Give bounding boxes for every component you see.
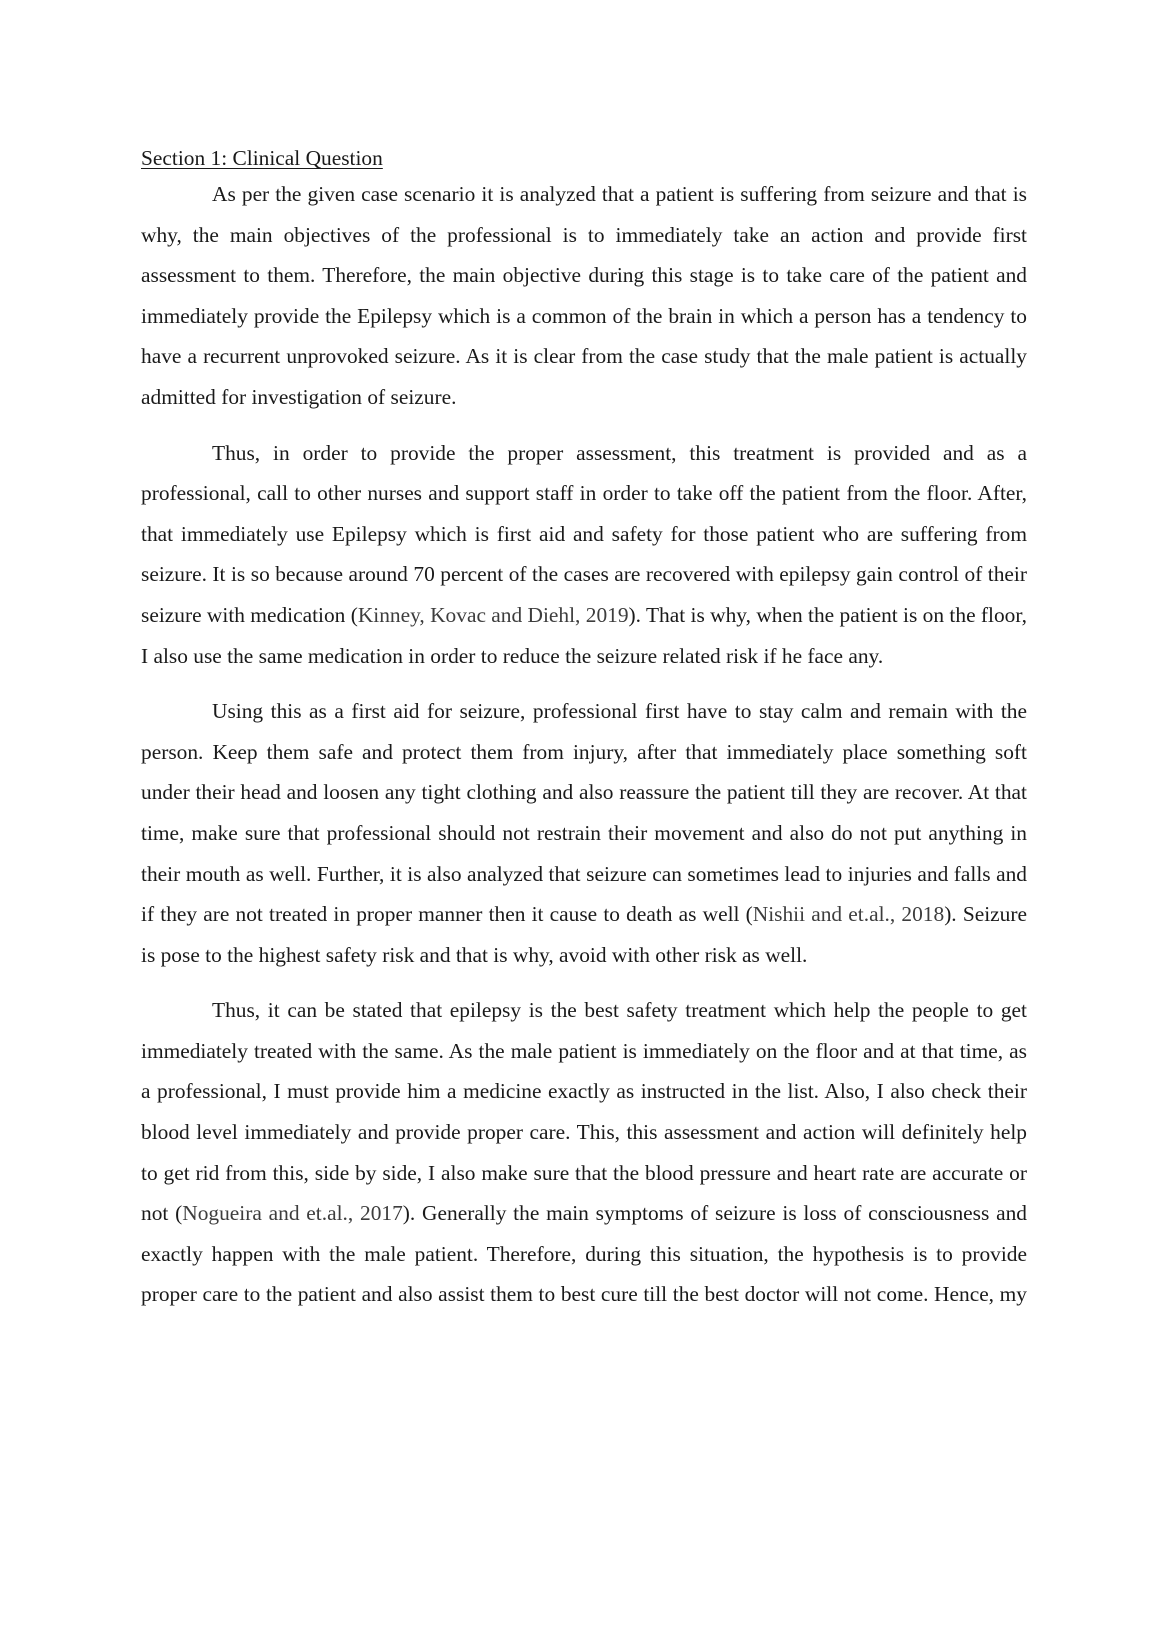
paragraph-4 — [141, 990, 1027, 1315]
paragraph-1-text: As per the given case scenario it is analyzed that a patient is suffering from seizure and that is why, the main objectives of the professional is to immediately take an action and provide first assessment to them. Therefore, the main objective during this stage is to take care of the patient and immediately provide the Epilepsy which is a common of the brain in which a person has a tendency to have a recurrent unprovoked seizure. As it is clear from the case study that the male patient is actually admitted for investigation of seizure. — [141, 182, 1027, 409]
paragraph-2-text-after: ). That is why, when the patient is on the floor, I also use the same medication in order to reduce the seizure related risk if he face any. — [141, 602, 1027, 668]
paragraph-4-text-after: ). Generally the main symptoms of seizure is loss of consciousness and exactly happen with the male patient. Therefore, during this situation, the hypothesis is to provide proper care to the patient and also assist them to best cure till the best doctor will not come. Hence, my — [141, 1201, 1027, 1307]
paragraph-3-text-after: ). Seizure is pose to the highest safety risk and that is why, avoid with other risk as well. — [141, 902, 1027, 967]
paragraph-2 — [141, 433, 1027, 677]
section-heading: Section 1: Clinical Question — [141, 146, 383, 170]
paragraph-3-text-before: Using this as a first aid for seizure, professional first have to stay calm and remain with the person. Keep them safe and protect them from injury, after that immediately place something soft under their head and loosen any tight clothing and also reassure the patient till they are recover. At that time, make sure that professional should not restrain their movement and also do not put anything in their mouth as well. Further, it is also analyzed that seizure can sometimes lead to injuries and falls and if they are not treated in proper manner then it cause to death as well ( — [141, 699, 1027, 927]
citation-kinney-2019: Kinney, Kovac and Diehl, 2019 — [357, 602, 629, 627]
citation-nishii-2018: Nishii and et.al., 2018 — [752, 902, 945, 927]
paragraph-4-text-before: Thus, it can be stated that epilepsy is the best safety treatment which help the people to get immediately treated with the same. As the male patient is immediately on the floor and at that time, as a professional, I must provide him a medicine exactly as instructed in the list. Also, I also check their blood level immediately and provide proper care. This, this assessment and action will definitely help to get rid from this, side by side, I also make sure that the blood pressure and heart rate are accurate or not ( — [141, 998, 1027, 1226]
paragraph-3 — [141, 691, 1027, 975]
citation-nogueira-2017: Nogueira and et.al., 2017 — [182, 1201, 403, 1226]
paragraph-2-text-before: Thus, in order to provide the proper assessment, this treatment is provided and as a professional, call to other nurses and support staff in order to take off the patient from the floor. After, that immediately use Epilepsy which is first aid and safety for those patient who are suffering from seizure. It is so because around 70 percent of the cases are recovered with epilepsy gain control of their seizure with medication ( — [141, 440, 1027, 627]
paragraph-1 — [141, 174, 1027, 418]
page-content — [141, 142, 1027, 1315]
